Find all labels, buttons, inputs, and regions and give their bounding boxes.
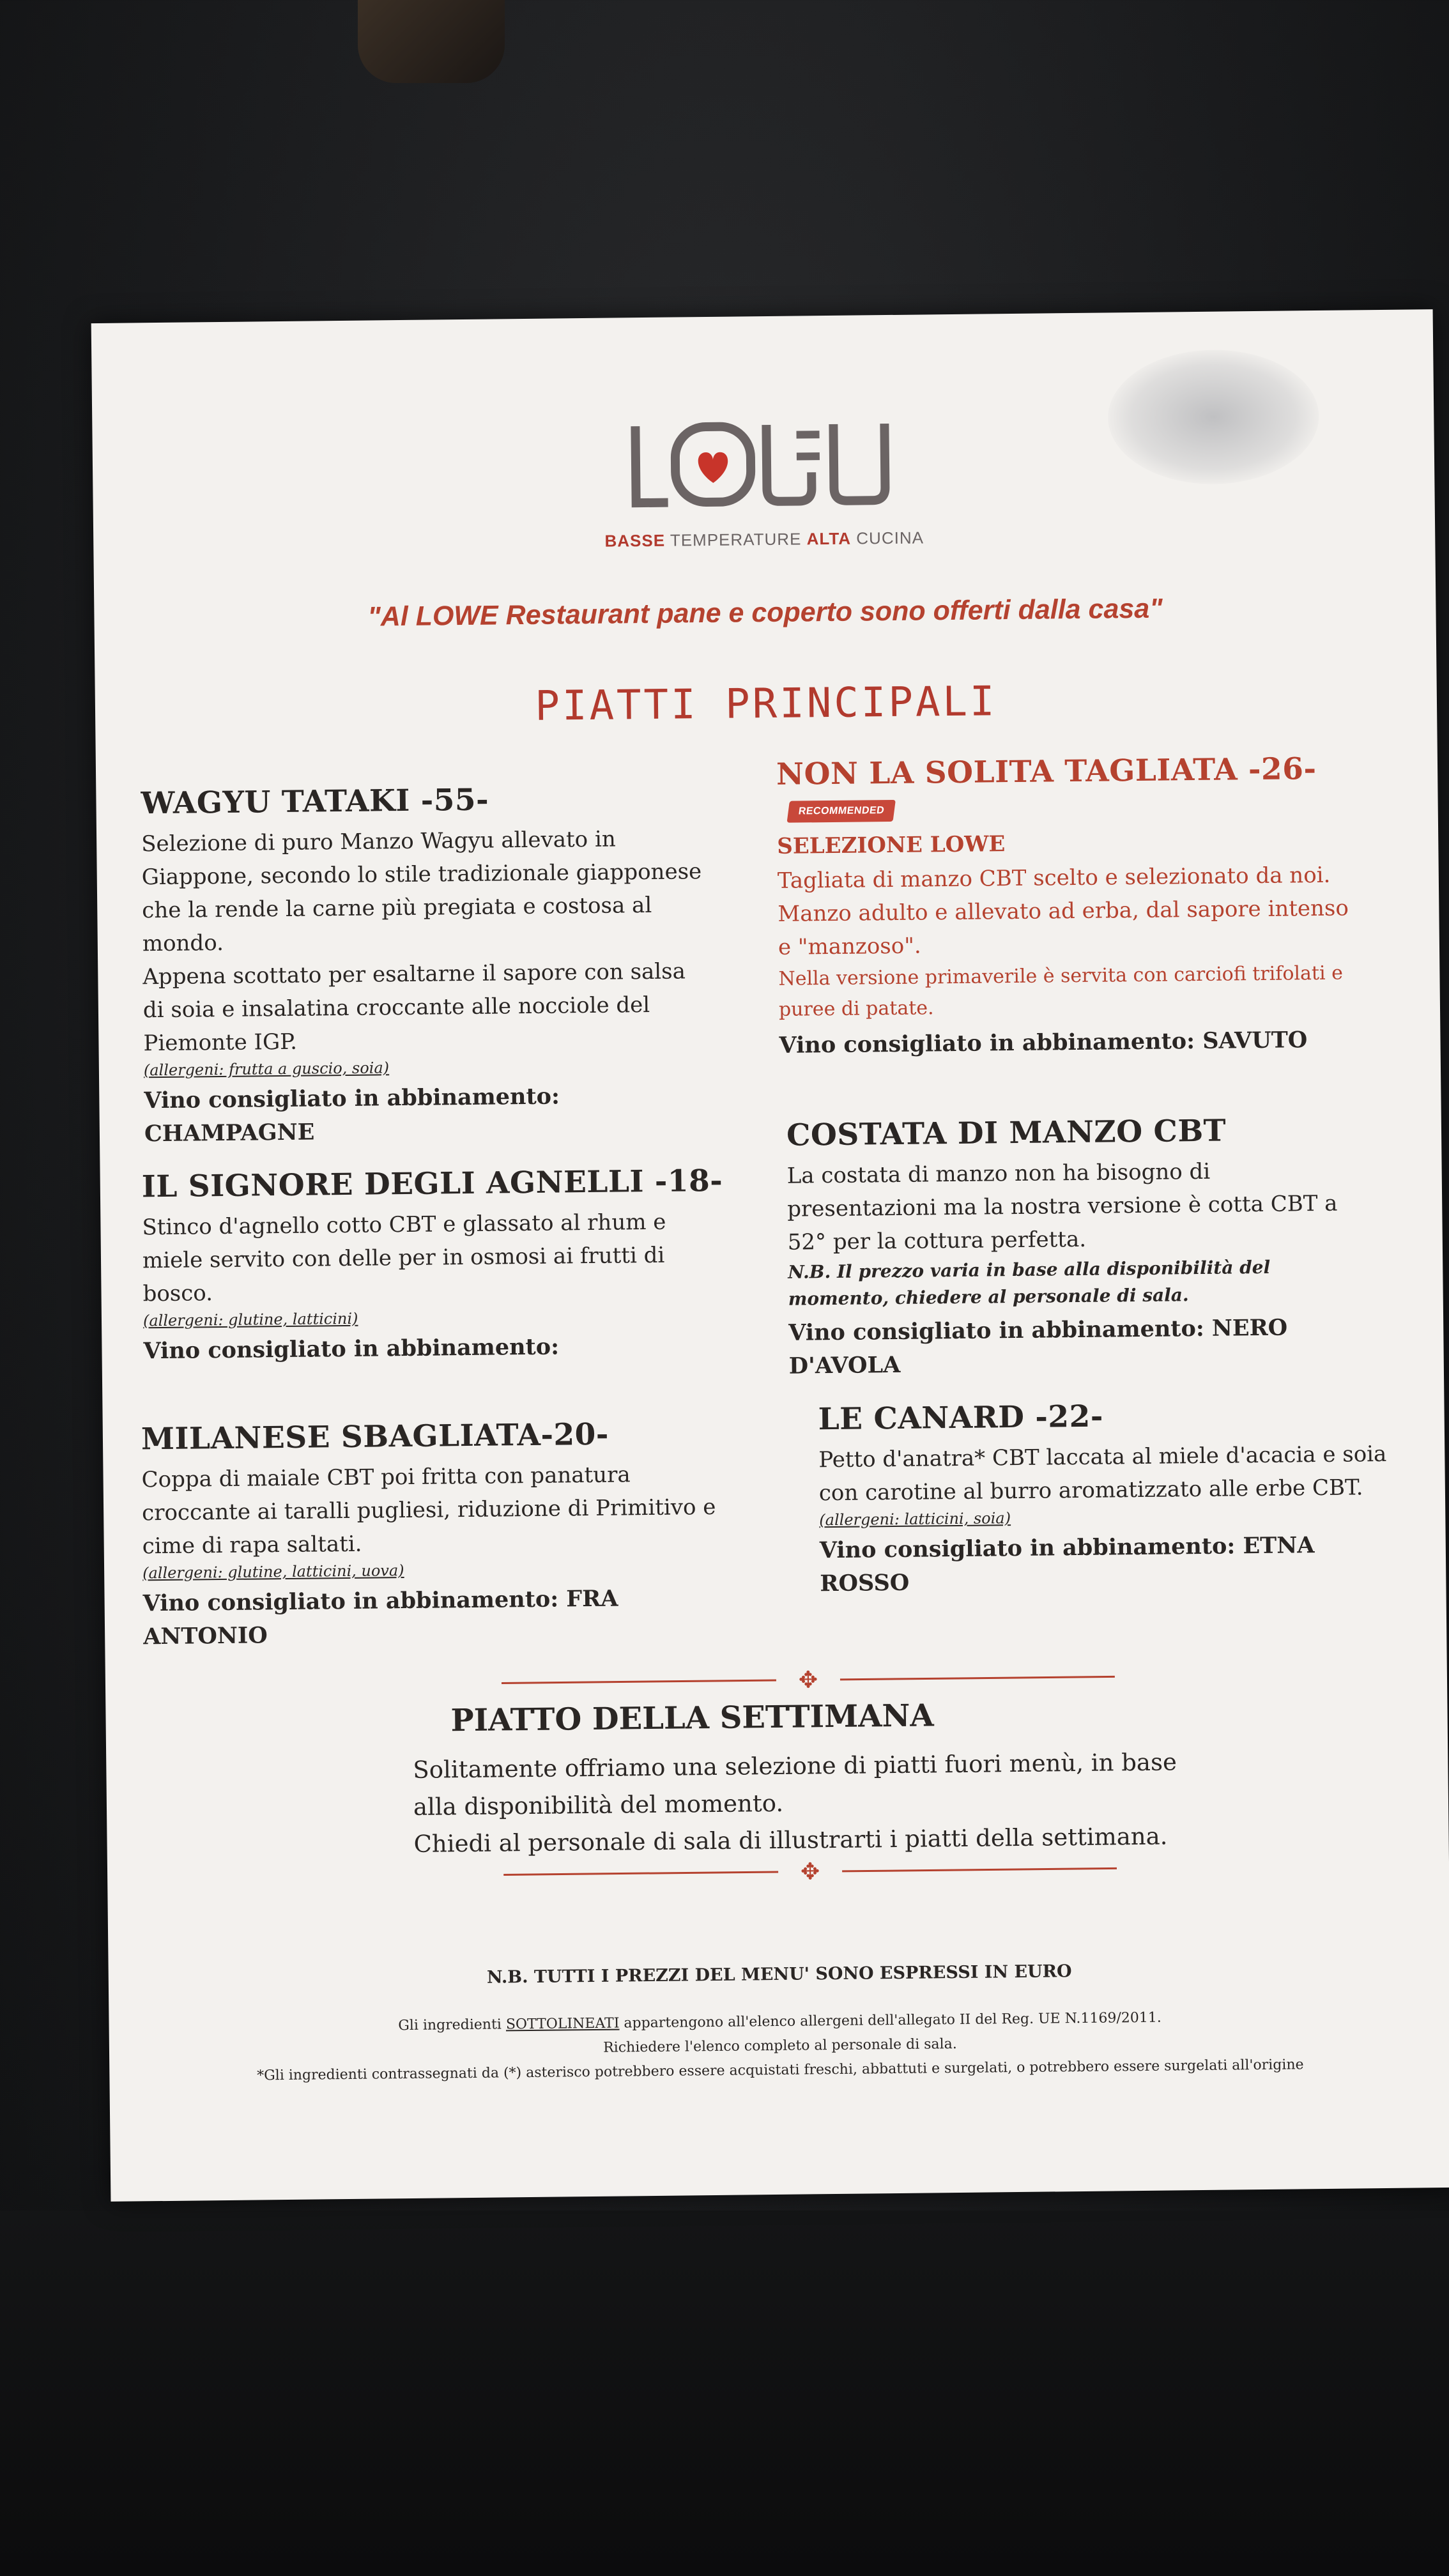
dish-description: La costata di manzo non ha bisogno di presentazioni ma la nostra versione è cotta CBT a 52° per la cottura perfetta. <box>786 1158 1338 1255</box>
logo-mark <box>629 411 898 525</box>
price-note: N.B. TUTTI I PREZZI DEL MENU' SONO ESPRESSI IN EURO <box>486 1961 1072 1988</box>
dish-allergens: (allergeni: frutta a guscio, soia) <box>143 1059 390 1080</box>
dish-allergens: (allergeni: latticini, soia) <box>819 1509 1011 1529</box>
allergen-note: Gli ingredienti SOTTOLINEATI appartengono all'elenco allergeni dell'allegato II del Reg. UE N.1169/2011. <box>398 2009 1162 2034</box>
dish-costata <box>786 1112 1364 1383</box>
tagline: "Al LOWE Restaurant pane e coperto sono offerti dalla casa" <box>367 593 1163 632</box>
staff-note: Richiedere l'elenco completo al personale di sala. <box>603 2036 957 2056</box>
restaurant-logo <box>92 405 1435 556</box>
dish-description: Tagliata di manzo CBT scelto e selezionato da noi. Manzo adulto e allevato ad erba, dal sapore intenso e "manzoso". <box>777 862 1349 960</box>
dish-description-2: Appena scottato per esaltarne il sapore con salsa di soia e insalatina croccante alle nocciole del Piemonte IGP. <box>142 958 686 1057</box>
dish-note: N.B. Il prezzo varia in base alla disponibilità del momento, chiedere al personale di sala. <box>788 1256 1271 1310</box>
footer-notes <box>109 1958 1449 2090</box>
dish-wine: Vino consigliato in abbinamento: NERO D'AVOLA <box>788 1314 1288 1379</box>
dish-tagliata <box>776 751 1367 1062</box>
dish-allergens: (allergeni: glutine, latticini) <box>142 1309 358 1330</box>
recommended-badge: RECOMMENDED <box>787 800 896 823</box>
frozen-note: *Gli ingredienti contrassegnati da (*) asterisco potrebbero essere acquistati freschi, abbattuti e surgelati, o potrebbero essere surgelati all'origine <box>257 2057 1304 2084</box>
svg-text:✥: ✥ <box>798 1667 818 1694</box>
dish-title: MILANESE SBAGLIATA-20- <box>141 1416 610 1457</box>
dish-description-2: Nella versione primaverile è servita con carciofi trifolati e puree di patate. <box>778 962 1344 1021</box>
dish-description: Stinco d'agnello cotto CBT e glassato al rhum e miele servito con delle per in osmosi ai frutti di bosco. <box>142 1209 666 1307</box>
dish-title: COSTATA DI MANZO CBT <box>786 1113 1227 1153</box>
svg-text:✥: ✥ <box>800 1859 820 1885</box>
dish-allergens: (allergeni: glutine, latticini, uova) <box>142 1561 404 1583</box>
dish-wagyu <box>141 780 707 1151</box>
dish-subtitle: SELEZIONE LOWE <box>777 831 1006 859</box>
section-title: PIATTI PRINCIPALI <box>535 678 997 730</box>
dish-description: Petto d'anatra* CBT laccata al miele d'acacia e soia con carotine al burro aromatizzato alle erbe CBT. <box>818 1441 1387 1506</box>
dish-description: Selezione di puro Manzo Wagyu allevato in Giappone, secondo lo stile tradizionale giapponese che la rende la carne più pregiata e costosa al mondo. <box>141 826 702 957</box>
phone-edge <box>358 0 505 83</box>
logo-graphic <box>629 411 898 522</box>
week-section <box>412 1695 1181 1863</box>
ornament-divider-top <box>502 1664 1115 1696</box>
logo-subtitle: BASSE TEMPERATURE ALTA CUCINA <box>604 528 924 551</box>
dish-title: LE CANARD -22- <box>818 1399 1104 1438</box>
dish-wine: Vino consigliato in abbinamento: SAVUTO <box>779 1027 1308 1059</box>
dish-canard <box>818 1396 1395 1600</box>
dish-wine: Vino consigliato in abbinamento: CHAMPAGNE <box>144 1083 560 1147</box>
dish-wine: Vino consigliato in abbinamento: ETNA ROSSO <box>819 1532 1315 1597</box>
heart-icon <box>698 452 728 483</box>
dish-milanese <box>141 1416 732 1654</box>
dish-wine: Vino consigliato in abbinamento: FRA ANTONIO <box>142 1585 618 1650</box>
week-text: Solitamente offriamo una selezione di piatti fuori menù, in base alla disponibilità del momento. <box>413 1748 1177 1821</box>
week-text-2: Chiedi al personale di sala di illustrarti i piatti della settimana. <box>413 1822 1168 1858</box>
table-surface <box>0 2211 1449 2576</box>
dish-title: NON LA SOLITA TAGLIATA -26-RECOMMENDED <box>776 751 1365 827</box>
dish-description: Coppa di maiale CBT poi fritta con panatura croccante ai taralli pugliesi, riduzione di Primitivo e cime di rapa saltati. <box>141 1462 716 1560</box>
dish-wine: Vino consigliato in abbinamento: <box>143 1333 560 1365</box>
week-title: PIATTO DELLA SETTIMANA <box>450 1698 934 1739</box>
dish-title: WAGYU TATAKI -55- <box>141 782 489 822</box>
menu-sheet <box>91 309 1449 2202</box>
dish-title: IL SIGNORE DEGLI AGNELLI -18- <box>141 1163 723 1205</box>
dish-agnello <box>142 1163 732 1368</box>
